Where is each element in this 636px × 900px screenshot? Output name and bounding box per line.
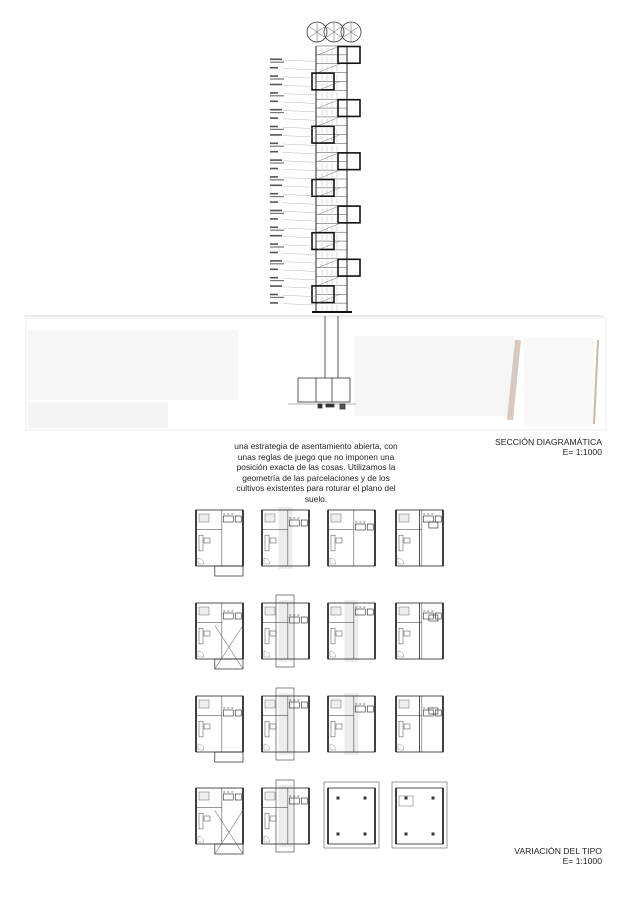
plan-4-2 [262, 780, 309, 852]
table-icon [423, 613, 433, 619]
tiny-label-mark [270, 162, 284, 163]
plan-outline [396, 788, 443, 844]
counter-icon [199, 721, 203, 737]
fixture-icon [204, 816, 210, 821]
counter-icon [265, 721, 269, 737]
table-icon [367, 706, 373, 712]
door-swing [198, 651, 204, 657]
stair-line [318, 277, 340, 286]
tiny-label-mark [270, 62, 284, 63]
plan-4-1 [196, 788, 243, 854]
fixture-icon [336, 724, 342, 729]
patio-fill [278, 600, 292, 662]
door-swing [398, 651, 404, 657]
tiny-label-mark [270, 285, 282, 287]
tiny-label-mark [270, 95, 284, 96]
stair-line [318, 223, 340, 232]
leader-line [283, 236, 316, 238]
ground-building [288, 316, 356, 409]
tiny-label-mark [270, 185, 282, 187]
plan-3-1 [196, 696, 243, 762]
table-icon [429, 522, 438, 528]
bathroom-icon [199, 792, 209, 800]
tiny-label-mark [270, 235, 282, 237]
tiny-label-mark [270, 297, 284, 298]
plan-3-3 [328, 693, 375, 755]
plan-3-4 [396, 696, 443, 752]
plan-4-4 [392, 782, 447, 848]
table-icon [301, 702, 307, 708]
patio-fill [278, 507, 292, 569]
door-swing [198, 836, 204, 842]
leader-line [283, 270, 316, 272]
table-icon [301, 617, 307, 623]
leader-line [283, 169, 316, 171]
bathroom-icon [199, 700, 209, 708]
table-icon [235, 613, 241, 619]
tiny-label-mark [270, 126, 278, 128]
tiny-label-mark [270, 67, 278, 69]
tiny-label-mark [270, 280, 284, 281]
tiny-label-mark [270, 109, 282, 111]
table-icon [235, 710, 241, 716]
table-icon [435, 710, 441, 716]
stair-line [318, 64, 340, 73]
tiny-label-mark [270, 263, 284, 264]
tiny-label-mark [270, 196, 284, 197]
leader-line [283, 304, 316, 306]
tiny-label-mark [270, 179, 284, 180]
patio-fill [344, 693, 358, 755]
stair-line [318, 117, 340, 126]
leader-line [283, 287, 316, 289]
tiny-label-mark [270, 112, 284, 113]
counter-icon [331, 535, 335, 551]
leader-line [283, 144, 316, 146]
tiny-label-mark [270, 129, 284, 130]
leader-line [283, 152, 316, 154]
plan-2-4 [396, 603, 443, 659]
leader-line [283, 211, 316, 213]
stair-line [318, 241, 340, 250]
leader-line [283, 85, 316, 87]
tower-section-diagram [270, 22, 361, 312]
tiny-label-mark [270, 101, 278, 103]
column-mark [337, 797, 340, 800]
table-icon [223, 613, 233, 619]
leader-line [283, 68, 316, 70]
leader-line [283, 94, 316, 96]
table-icon [435, 613, 441, 619]
tiny-label-mark [270, 159, 282, 161]
table-icon [355, 524, 365, 530]
door-swing [398, 744, 404, 750]
bathroom-icon [199, 514, 209, 522]
fixture-icon [204, 538, 210, 543]
door-swing [198, 558, 204, 564]
table-icon [301, 798, 307, 804]
door-swing [264, 836, 270, 842]
fixture-icon [336, 538, 342, 543]
table-icon [367, 609, 373, 615]
counter-icon [199, 535, 203, 551]
fixture-icon [336, 631, 342, 636]
tiny-label-mark [270, 92, 278, 94]
stair-line [318, 259, 340, 268]
door-swing [264, 558, 270, 564]
counter-icon [265, 535, 269, 551]
leader-line [283, 127, 316, 129]
fixture-icon [270, 724, 276, 729]
section-title: SECCIÓN DIAGRAMÁTICA [495, 437, 602, 447]
leader-line [283, 262, 316, 264]
tiny-label-mark [270, 78, 284, 79]
annex-outline [215, 752, 243, 762]
column-mark [405, 833, 408, 836]
counter-icon [399, 721, 403, 737]
tiny-label-mark [270, 269, 278, 271]
fixture-icon [404, 538, 410, 543]
variation-title: VARIACIÓN DEL TIPO [514, 846, 602, 856]
bathroom-icon [399, 514, 409, 522]
counter-icon [199, 813, 203, 829]
table-icon [235, 516, 241, 522]
annex-outline [215, 844, 243, 854]
tiny-label-mark [270, 210, 282, 212]
plan-1-3 [328, 510, 375, 566]
section-scale: E= 1:1000 [562, 447, 602, 457]
variation-scale: E= 1:1000 [562, 856, 602, 866]
plan-outline [392, 782, 447, 848]
column-mark [337, 833, 340, 836]
tiny-label-mark [270, 193, 278, 195]
table-icon [435, 516, 441, 522]
leader-line [283, 220, 316, 222]
counter-icon [199, 628, 203, 644]
bathroom-icon [331, 700, 341, 708]
leader-line [283, 77, 316, 79]
table-icon [223, 710, 233, 716]
tiny-label-mark [270, 59, 282, 61]
tiny-label-mark [270, 260, 282, 262]
tiny-label-mark [270, 230, 284, 231]
tiny-label-mark [270, 246, 284, 247]
plan-3-2 [262, 688, 309, 760]
leader-line [283, 228, 316, 230]
leader-line [283, 102, 316, 104]
leader-line [283, 245, 316, 247]
door-swing [198, 744, 204, 750]
tiny-label-mark [270, 84, 282, 86]
bathroom-icon [399, 700, 409, 708]
annex-outline [215, 566, 243, 576]
tiny-label-mark [270, 302, 278, 304]
table-icon [367, 524, 373, 530]
column-mark [432, 797, 435, 800]
counter-icon [265, 628, 269, 644]
patio-fill [278, 785, 292, 847]
stair-line [318, 152, 340, 161]
table-icon [223, 516, 233, 522]
plan-2-2 [262, 595, 309, 667]
plan-1-1 [196, 510, 243, 576]
door-swing [330, 744, 336, 750]
plan-1-4 [396, 510, 443, 566]
site-ground [24, 316, 606, 430]
table-icon [423, 710, 433, 716]
counter-icon [265, 813, 269, 829]
stair-line [318, 188, 340, 197]
leader-line [283, 60, 316, 62]
tiny-label-mark [270, 218, 278, 220]
bathroom-icon [331, 607, 341, 615]
tiny-label-mark [270, 117, 278, 119]
annex-outline [215, 659, 243, 669]
door-swing [330, 651, 336, 657]
plan-2-1 [196, 603, 243, 669]
leader-line [283, 203, 316, 205]
leader-line [283, 278, 316, 280]
table-icon [423, 516, 433, 522]
column-mark [432, 833, 435, 836]
fixture-icon [270, 538, 276, 543]
leader-line [283, 253, 316, 255]
table-icon [235, 794, 241, 800]
plan-2-3 [328, 600, 375, 662]
fixture-icon [270, 631, 276, 636]
table-icon [223, 794, 233, 800]
tiny-label-mark [270, 168, 278, 170]
tiny-label-mark [270, 143, 278, 145]
plan-1-2 [262, 507, 309, 569]
tiny-label-mark [270, 294, 278, 296]
counter-icon [399, 535, 403, 551]
door-swing [398, 558, 404, 564]
tiny-label-mark [270, 213, 284, 214]
fixture-icon [204, 724, 210, 729]
tiny-label-mark [270, 252, 278, 254]
leader-line [283, 178, 316, 180]
tiny-label-mark [270, 243, 278, 245]
plan-outline [328, 788, 375, 844]
tiny-label-mark [270, 75, 278, 77]
counter-icon [399, 628, 403, 644]
tiny-label-mark [270, 134, 282, 136]
stair-line [318, 81, 340, 90]
leader-line [283, 295, 316, 297]
tiny-label-mark [270, 201, 278, 203]
stair-line [318, 99, 340, 108]
bathroom-icon [265, 700, 275, 708]
column-mark [405, 797, 408, 800]
leader-line [283, 161, 316, 163]
fixture-icon [204, 631, 210, 636]
plan-outline [324, 782, 379, 848]
column-mark [364, 797, 367, 800]
leader-line [283, 194, 316, 196]
bathroom-icon [399, 607, 409, 615]
plan-4-3 [324, 782, 379, 848]
fixture-icon [404, 631, 410, 636]
fixture-icon [404, 724, 410, 729]
stair-line [318, 170, 340, 179]
bathroom-icon [265, 607, 275, 615]
door-swing [330, 558, 336, 564]
door-swing [264, 651, 270, 657]
column-mark [364, 833, 367, 836]
stair-line [318, 294, 340, 303]
stair-line [318, 46, 340, 55]
table-icon [301, 520, 307, 526]
bathroom-icon [331, 514, 341, 522]
bathroom-icon [265, 514, 275, 522]
bathroom-icon [199, 607, 209, 615]
leader-line [283, 119, 316, 121]
type-variation-grid [196, 507, 447, 854]
stair-line [318, 135, 340, 144]
leader-line [283, 136, 316, 138]
leader-line [283, 186, 316, 188]
counter-icon [331, 628, 335, 644]
leader-line [283, 110, 316, 112]
tiny-label-mark [270, 146, 284, 147]
tiny-label-mark [270, 176, 278, 178]
counter-icon [331, 721, 335, 737]
fixture-icon [270, 816, 276, 821]
stair-line [318, 206, 340, 215]
door-swing [264, 744, 270, 750]
intro-paragraph: una estrategia de asentamiento abierta, con unas reglas de juego que no imponen una posición exacta de las cosas. Utilizamos la geometría de las parcelaciones y de los cultivos existentes para roturar el plano del suelo. [234, 441, 398, 504]
tiny-label-mark [270, 277, 278, 279]
bathroom-icon [265, 792, 275, 800]
tiny-label-mark [270, 227, 278, 229]
tiny-label-mark [270, 151, 278, 153]
